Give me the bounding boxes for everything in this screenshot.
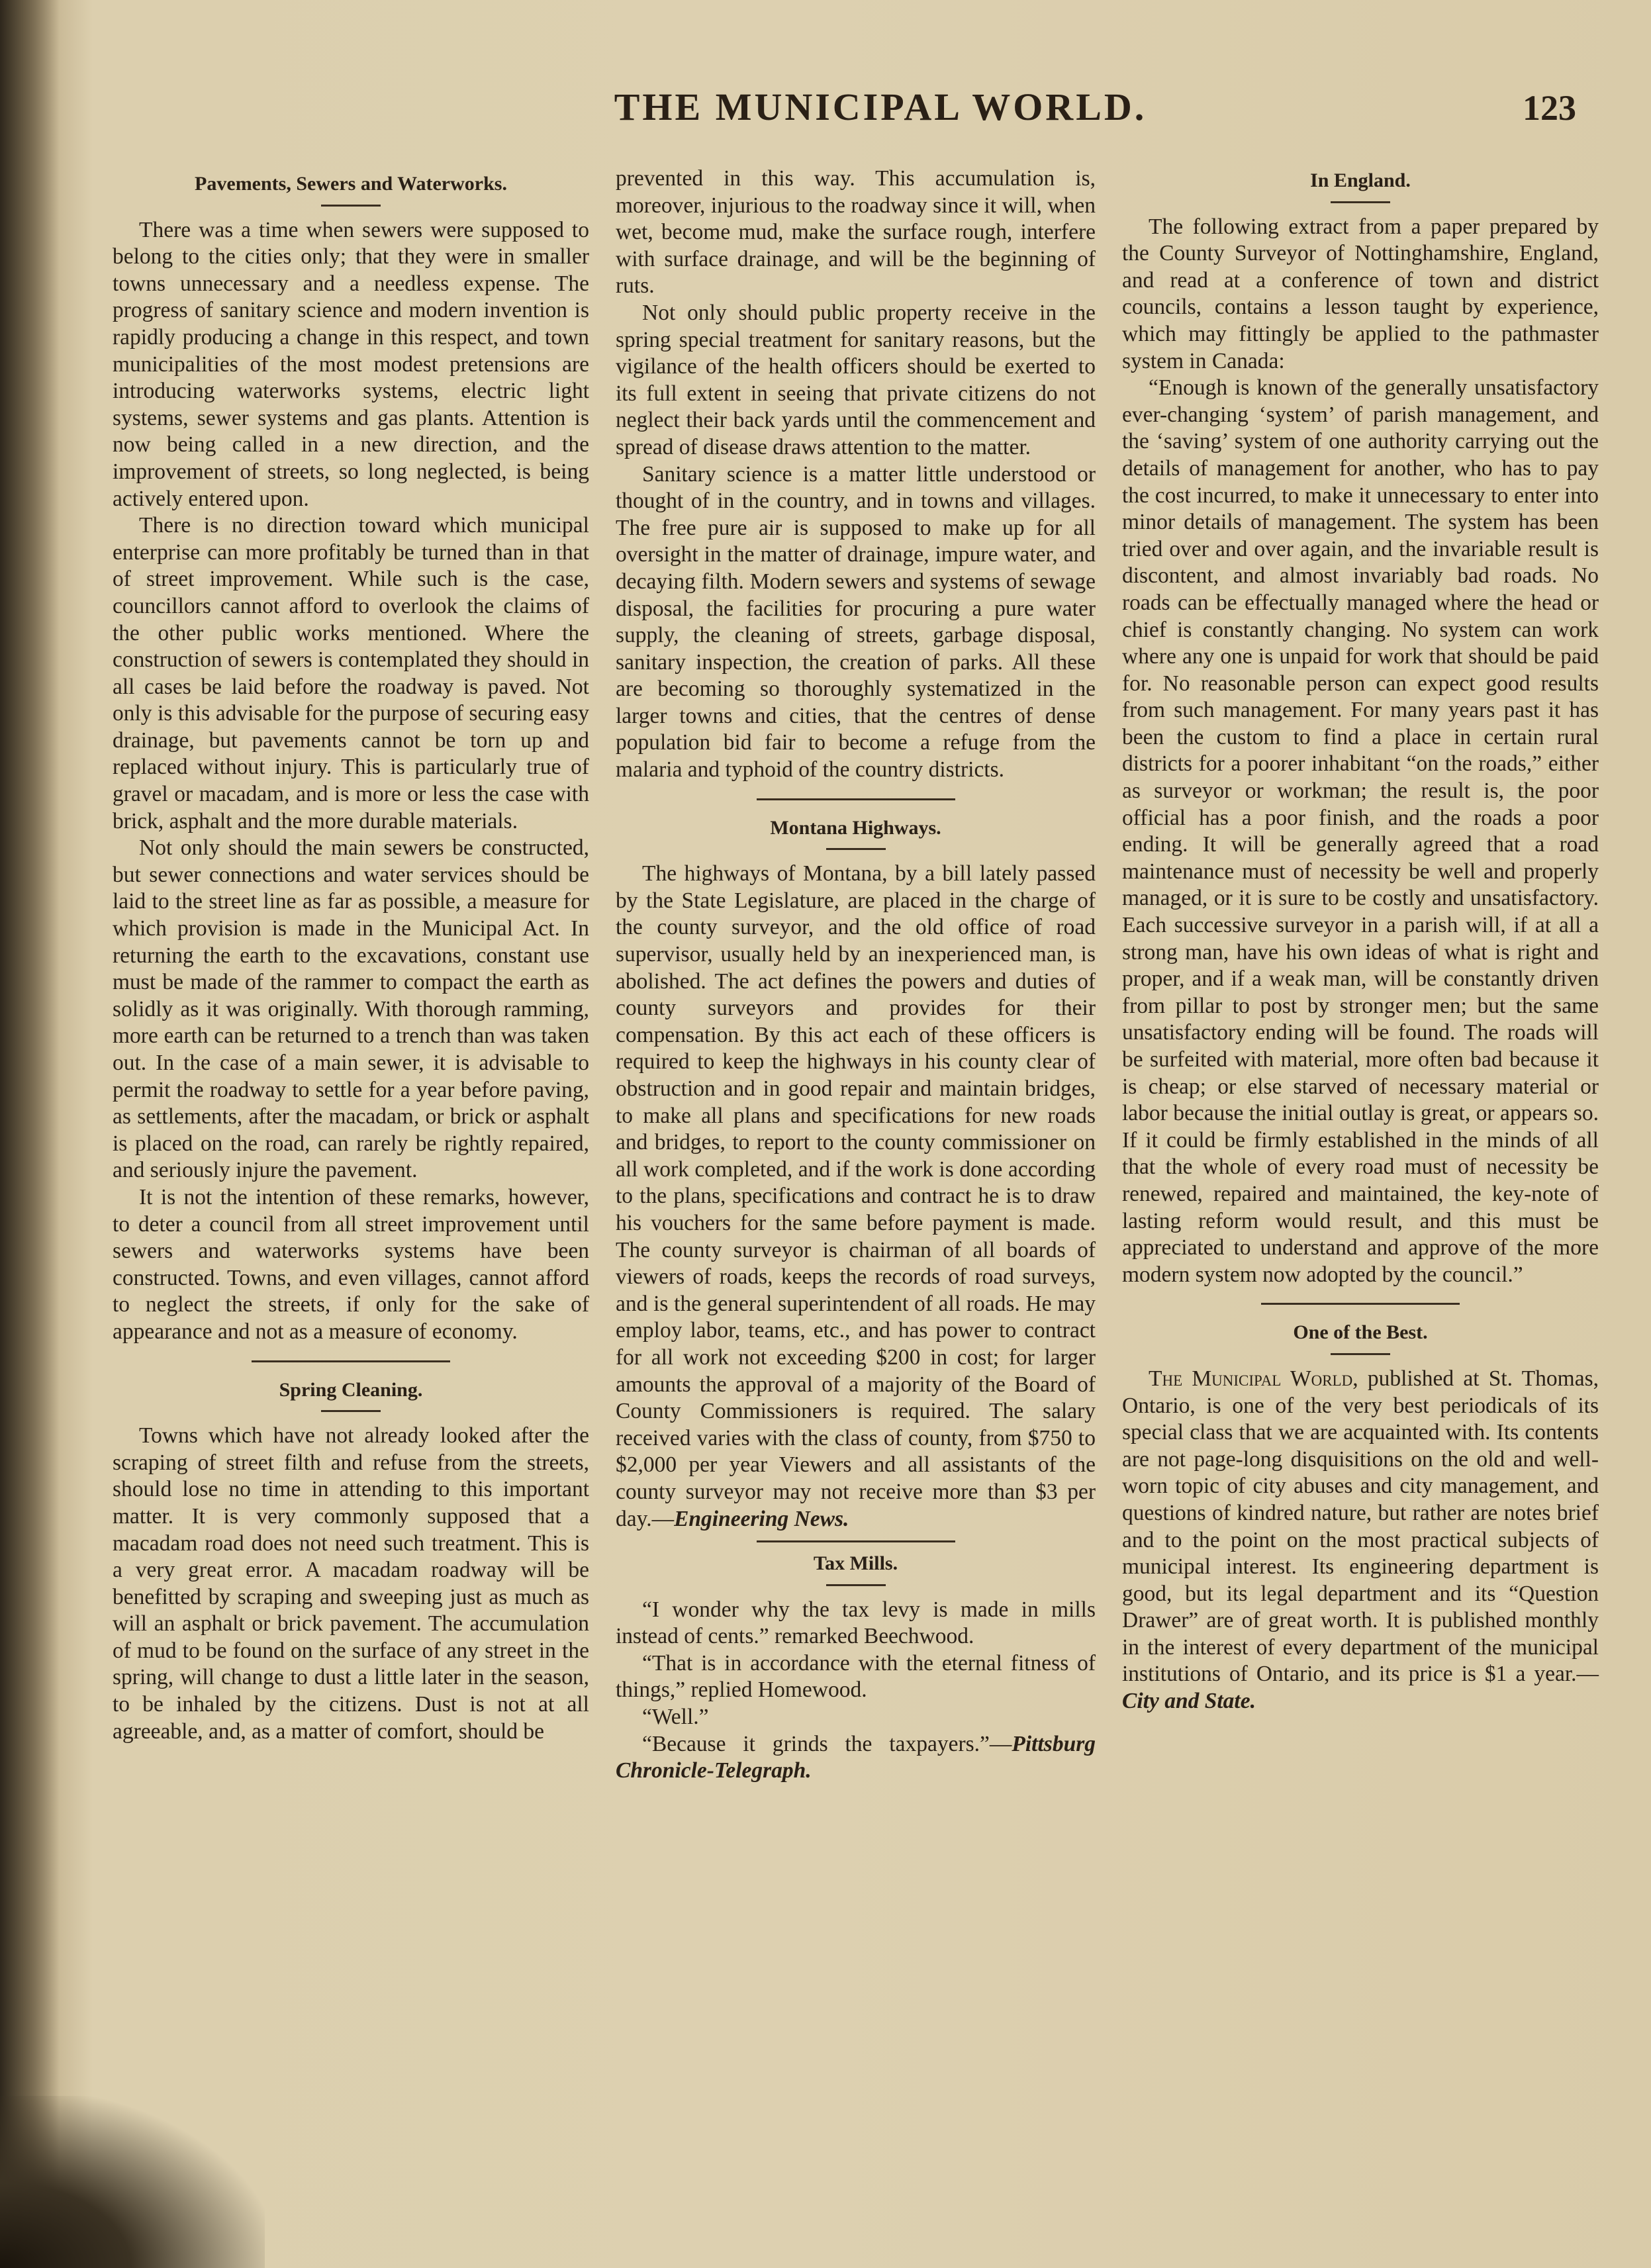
masthead: THE MUNICIPAL WORLD. [614, 85, 1147, 128]
section-rule [1261, 1303, 1460, 1305]
paragraph: The following extract from a paper prepared by the County Surveyor of Nottinghamshire, England, and read at a conference of town and district councils, contains a lesson taught by experience, which may fittingly be applied to the pathmaster system in Canada: [1122, 214, 1599, 373]
paragraph: It is not the intention of these remarks, however, to deter a council from all street improvement until sewers and waterworks systems have been constructed. Towns, and even villages, cannot afford to neglect the streets, if only for the sake of appearance and not as a measure of economy. [113, 1184, 589, 1344]
heading-spring-cleaning: Spring Cleaning. [279, 1378, 423, 1401]
paragraph-text: The highways of Montana, by a bill lately passed by the State Legislature, are placed in the charge of the county surveyor, and the old office of road supervisor, usually held by an inexperienced man, is abolished. The act defines the powers and duties of county surveyors and provides for their compensation. By this act each of these officers is required to keep the highways in his county clear of obstruction and in good repair and maintain bridges, to make all plans and specifications for new roads and bridges, to report to the county commissioner on all work completed, and if the work is done according to the plans, specifications and contract he is to draw his vouchers for the same before payment is made. The county surveyor is chairman of all boards of viewers of roads, keeps the records of road surveys, and is the general superintendent of all roads. He may employ labor, teams, etc., and has power to contract for all work not exceeding $200 in cost; for larger amounts the approval of a majority of the Board of County Commissioners is required. The salary received varies with the class of county, from $750 to $2,000 per year Viewers and all assistants of the county surveyor may not receive more than $3 per day.— [616, 861, 1096, 1531]
paragraph: “I wonder why the tax levy is made in mills instead of cents.” remarked Beechwood. [616, 1597, 1096, 1649]
column-1 [113, 165, 589, 1745]
paragraph: “Enough is known of the generally unsatisfactory ever-changing ‘system’ of parish management, and the ‘saving’ system of one authority carrying out the details of management for another, who has to pay the cost incurred, to make it unnecessary to enter into minor details of management. The system has been tried over and over again, and the invariable result is discontent, and almost invariably bad roads. No roads can be effectually managed where the head or chief is constantly changing. No system can work where any one is unpaid for work that should be paid for. No reasonable person can expect good results from such management. For many years past it has been the custom to find a place in certain rural districts for a poorer inhabitant “on the roads,” either as surveyor or workman; the result is, the poor official has a poor finish, and the roads a poor ending. It will be generally agreed that a road maintenance must of necessity be well and properly managed, or it is sure to be costly and unsatisfactory. Each successive surveyor in a parish will, if at all a strong man, have his own ideas of what is right and proper, and if a weak man, will be constantly driven from pillar to post by stronger men; but the same unsatisfactory ending will be found. The roads will be surfeited with material, more often bad because it is cheap; or else starved of necessary material or labor because the initial outlay is great, or appears so. If it could be firmly established in the minds of all that the whole of every road must of necessity be renewed, repaired and maintained, the key-note of lasting reform would result, and this must be appreciated to understand and approve of the more modern system now adopted by the council.” [1122, 375, 1599, 1287]
paragraph [616, 1731, 1096, 1785]
divider-dash [1331, 201, 1390, 203]
paragraph: There is no direction toward which municipal enterprise can more profitably be turned than in that of street improvement. While such is the case, councillors cannot afford to overlook the claims of the other public works mentioned. Where the construction of sewers is contemplated they should in all cases be laid before the roadway is paved. Not only is this advisable for the purpose of securing easy drainage, but pavements cannot be torn up and replaced without injury. This is particularly true of gravel or macadam, and is more or less the case with brick, asphalt and the more durable materials. [113, 513, 589, 833]
column-2 [616, 165, 1096, 1785]
divider-dash [321, 1410, 381, 1412]
binding-shadow [0, 0, 60, 2268]
section-rule [757, 1540, 955, 1542]
heading-england: In England. [1310, 169, 1411, 191]
paragraph: Not only should the main sewers be constructed, but sewer connections and water services should be laid to the street line as far as possible, a measure for which provision is made in the Municipal Act. In returning the earth to the excavations, constant use must be made of the rammer to compact the earth as solidly as it was originally. With thorough ramming, more earth can be returned to a trench than was taken out. In the case of a main sewer, it is advisable to permit the roadway to settle for a year before paving, as settlements, after the macadam, or brick or asphalt is placed on the road, can rarely be rightly repaired, and seriously injure the pavement. [113, 835, 589, 1183]
paragraph: “That is in accordance with the eternal fitness of things,” replied Homewood. [616, 1650, 1096, 1703]
heading-montana: Montana Highways. [770, 816, 941, 839]
paragraph [1122, 1366, 1599, 1715]
paragraph: Sanitary science is a matter little understood or thought of in the country, and in towns and villages. The free pure air is supposed to make up for all oversight in the matter of drainage, impure water, and decaying filth. Modern sewers and systems of sewage disposal, the facilities for procuring a pure water supply, the cleaning of streets, garbage disposal, sanitary inspection, the creation of parks. All these are becoming so thoroughly systematized in the larger towns and cities, that the centres of dense population bid fair to become a refuge from the malaria and typhoid of the country districts. [616, 461, 1096, 782]
corner-shadow [0, 2096, 265, 2268]
section-rule [757, 798, 955, 800]
source-credit: City and State. [1122, 1689, 1256, 1714]
paragraph: prevented in this way. This accumulation is, moreover, injurious to the roadway since it will, when wet, become mud, make the surface rough, interfere with surface drainage, and will be the beginning of ruts. [616, 166, 1096, 299]
heading-tax-mills: Tax Mills. [813, 1552, 898, 1575]
paragraph: There was a time when sewers were supposed to belong to the cities only; that they were in smaller towns unnecessary and a needless expense. The progress of sanitary science and modern invention is rapidly producing a change in this respect, and town municipalities of the most modest pretensions are introducing waterworks systems, electric light systems, sewer systems and gas plants. Attention is now being called in a new direction, and the improvement of streets, so long neglected, is being actively entered upon. [113, 217, 589, 511]
section-rule [252, 1360, 450, 1362]
paragraph-text: “Because it grinds the taxpayers.”— [642, 1731, 1012, 1756]
paragraph: Not only should public property receive in the spring special treatment for sanitary reasons, but the vigilance of the health officers should be exerted to its full extent in seeing that private citizens do not neglect their back yards until the commencement and spread of disease draws attention to the matter. [616, 300, 1096, 459]
publication-name: The Municipal World [1149, 1366, 1353, 1391]
divider-dash [321, 205, 381, 207]
divider-dash [826, 848, 886, 850]
paragraph: “Well.” [642, 1705, 709, 1730]
column-3 [1122, 162, 1599, 1715]
paragraph [616, 861, 1096, 1533]
paragraph-text: , published at St. Thomas, Ontario, is one of the very best periodicals of its special class that we are acquainted with. Its contents are not page-long disquisitions on the old and well-worn topic of city abuses and city management, and questions of kindred nature, but rather are notes brief and to the point on the most practical subjects of municipal interest. Its engineering department is good, but its legal department and its “Question Drawer” are of great worth. It is published monthly in the interest of every department of the municipal institutions of Ontario, and its price is $1 a year.— [1122, 1366, 1599, 1687]
page-number: 123 [1523, 88, 1576, 128]
divider-dash [826, 1584, 886, 1586]
heading-pavements: Pavements, Sewers and Waterworks. [195, 173, 507, 195]
paragraph: Towns which have not already looked after the scraping of street filth and refuse from the streets, should lose no time in attending to this important matter. It is very commonly supposed that a macadam road does not need such treatment. This is a very great error. A macadam roadway will be benefitted by scraping and sweeping just as much as will an asphalt or brick pavement. The accumulation of mud to be found on the surface of any street in the spring, will change to dust a little later in the season, to be inhaled by the citizens. Dust is not at all agreeable, and, as a matter of comfort, should be [113, 1423, 589, 1744]
source-credit: Engineering News. [674, 1506, 849, 1531]
source-credit: Pittsburg Chronicle-Telegraph. [616, 1731, 1096, 1783]
divider-dash [1331, 1353, 1390, 1355]
heading-one-of-the-best: One of the Best. [1293, 1321, 1428, 1344]
